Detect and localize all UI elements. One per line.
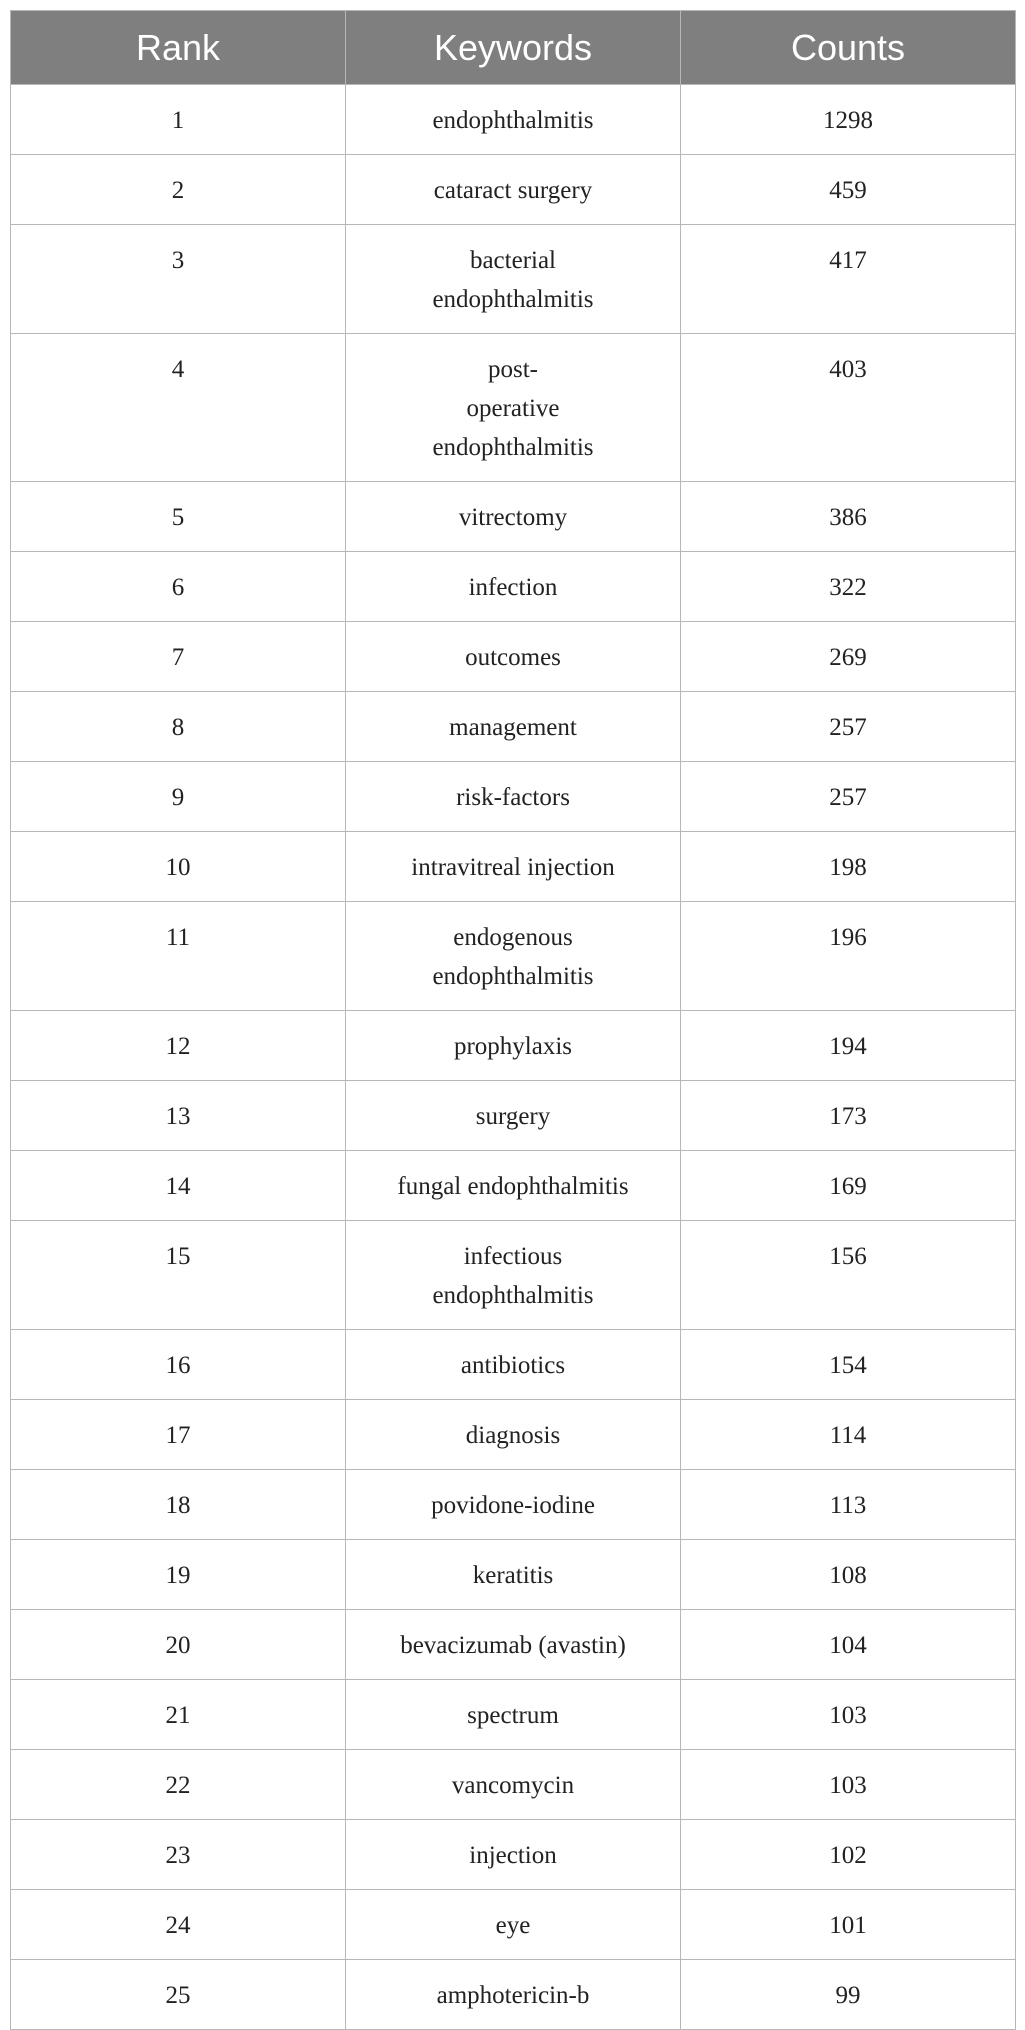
table-row	[11, 334, 1016, 482]
keyword-text: diagnosis	[465, 1422, 561, 1449]
keyword-cell	[346, 902, 681, 1011]
keyword-cell	[346, 1890, 681, 1960]
table-row	[11, 1221, 1016, 1330]
keyword-cell	[346, 832, 681, 902]
rank-cell: 17	[11, 1400, 346, 1470]
keyword-cell	[346, 225, 681, 334]
keyword-cell	[346, 155, 681, 225]
table-row	[11, 1680, 1016, 1750]
keyword-cell	[346, 482, 681, 552]
rank-cell: 2	[11, 155, 346, 225]
rank-cell: 10	[11, 832, 346, 902]
rank-cell: 23	[11, 1820, 346, 1890]
table-row	[11, 1081, 1016, 1151]
keyword-text: vancomycin	[451, 1772, 575, 1799]
count-cell: 156	[681, 1221, 1016, 1330]
rank-cell: 12	[11, 1011, 346, 1081]
count-cell: 417	[681, 225, 1016, 334]
keyword-text: vitrectomy	[458, 504, 568, 531]
count-cell: 101	[681, 1890, 1016, 1960]
keyword-text: bacterial endophthalmitis	[432, 247, 594, 313]
table-row	[11, 1151, 1016, 1221]
keyword-text: intravitreal injection	[411, 854, 615, 881]
keyword-text: bevacizumab (avastin)	[400, 1632, 626, 1659]
rank-cell: 14	[11, 1151, 346, 1221]
table-row	[11, 482, 1016, 552]
rank-cell: 15	[11, 1221, 346, 1330]
keyword-text: infectious endophthalmitis	[432, 1243, 594, 1309]
rank-cell: 18	[11, 1470, 346, 1540]
keyword-text: spectrum	[467, 1702, 559, 1729]
keyword-text: antibiotics	[460, 1352, 566, 1379]
count-cell: 102	[681, 1820, 1016, 1890]
count-cell: 108	[681, 1540, 1016, 1610]
keyword-text: risk-factors	[456, 784, 570, 811]
keyword-text: surgery	[475, 1103, 551, 1130]
keyword-cell	[346, 85, 681, 155]
rank-cell: 25	[11, 1960, 346, 2030]
keyword-text: prophylaxis	[453, 1033, 573, 1060]
table-row	[11, 1011, 1016, 1081]
keyword-text: post- operative endophthalmitis	[432, 356, 594, 461]
table-row	[11, 155, 1016, 225]
keyword-text: outcomes	[465, 644, 561, 671]
header-keywords: Keywords	[346, 11, 681, 85]
keyword-text: cataract surgery	[433, 177, 593, 204]
table-row	[11, 762, 1016, 832]
keyword-text: infection	[468, 574, 558, 601]
rank-cell: 7	[11, 622, 346, 692]
keyword-cell	[346, 1750, 681, 1820]
count-cell: 154	[681, 1330, 1016, 1400]
table-row	[11, 1540, 1016, 1610]
count-cell: 269	[681, 622, 1016, 692]
keyword-cell	[346, 1820, 681, 1890]
table-row	[11, 225, 1016, 334]
keyword-text: keratitis	[472, 1562, 554, 1589]
keyword-text: endophthalmitis	[432, 107, 594, 134]
keyword-text: management	[449, 714, 577, 741]
rank-cell: 13	[11, 1081, 346, 1151]
table-row	[11, 622, 1016, 692]
rank-cell: 24	[11, 1890, 346, 1960]
keyword-cell	[346, 762, 681, 832]
rank-cell: 20	[11, 1610, 346, 1680]
keyword-text: amphotericin-b	[436, 1982, 590, 2009]
count-cell: 103	[681, 1750, 1016, 1820]
table-row	[11, 692, 1016, 762]
count-cell: 459	[681, 155, 1016, 225]
table-row	[11, 1610, 1016, 1680]
count-cell: 198	[681, 832, 1016, 902]
header-rank: Rank	[11, 11, 346, 85]
keyword-text: fungal endophthalmitis	[397, 1173, 629, 1200]
rank-cell: 5	[11, 482, 346, 552]
count-cell: 257	[681, 692, 1016, 762]
rank-cell: 22	[11, 1750, 346, 1820]
count-cell: 114	[681, 1400, 1016, 1470]
rank-cell: 6	[11, 552, 346, 622]
count-cell: 196	[681, 902, 1016, 1011]
keyword-cell	[346, 692, 681, 762]
rank-cell: 3	[11, 225, 346, 334]
table-row	[11, 1820, 1016, 1890]
header-row	[11, 11, 1016, 85]
rank-cell: 8	[11, 692, 346, 762]
table-row	[11, 1470, 1016, 1540]
keyword-cell	[346, 1330, 681, 1400]
table-header	[11, 11, 1016, 85]
table-row	[11, 1960, 1016, 2030]
keyword-cell	[346, 1400, 681, 1470]
keyword-cell	[346, 1540, 681, 1610]
keyword-text: eye	[495, 1912, 531, 1939]
keyword-text: povidone-iodine	[431, 1492, 595, 1519]
rank-cell: 4	[11, 334, 346, 482]
table-row	[11, 1750, 1016, 1820]
table-row	[11, 1890, 1016, 1960]
keywords-table	[10, 10, 1016, 2030]
rank-cell: 16	[11, 1330, 346, 1400]
count-cell: 104	[681, 1610, 1016, 1680]
count-cell: 103	[681, 1680, 1016, 1750]
count-cell: 169	[681, 1151, 1016, 1221]
keyword-cell	[346, 552, 681, 622]
header-counts: Counts	[681, 11, 1016, 85]
keyword-cell	[346, 1011, 681, 1081]
count-cell: 173	[681, 1081, 1016, 1151]
count-cell: 403	[681, 334, 1016, 482]
table-row	[11, 902, 1016, 1011]
keyword-text: endogenous endophthalmitis	[432, 924, 594, 990]
keyword-text: injection	[469, 1842, 557, 1869]
count-cell: 194	[681, 1011, 1016, 1081]
table-row	[11, 1400, 1016, 1470]
keyword-cell	[346, 1470, 681, 1540]
keyword-cell	[346, 1960, 681, 2030]
count-cell: 386	[681, 482, 1016, 552]
rank-cell: 9	[11, 762, 346, 832]
keyword-cell	[346, 334, 681, 482]
keywords-table-container	[10, 10, 1015, 2030]
keyword-cell	[346, 1610, 681, 1680]
count-cell: 257	[681, 762, 1016, 832]
rank-cell: 21	[11, 1680, 346, 1750]
keyword-cell	[346, 1081, 681, 1151]
keyword-cell	[346, 622, 681, 692]
count-cell: 99	[681, 1960, 1016, 2030]
rank-cell: 19	[11, 1540, 346, 1610]
table-row	[11, 1330, 1016, 1400]
table-row	[11, 832, 1016, 902]
count-cell: 113	[681, 1470, 1016, 1540]
table-row	[11, 85, 1016, 155]
count-cell: 1298	[681, 85, 1016, 155]
rank-cell: 1	[11, 85, 346, 155]
table-row	[11, 552, 1016, 622]
rank-cell: 11	[11, 902, 346, 1011]
table-body	[11, 85, 1016, 2030]
keyword-cell	[346, 1680, 681, 1750]
count-cell: 322	[681, 552, 1016, 622]
keyword-cell	[346, 1221, 681, 1330]
keyword-cell	[346, 1151, 681, 1221]
